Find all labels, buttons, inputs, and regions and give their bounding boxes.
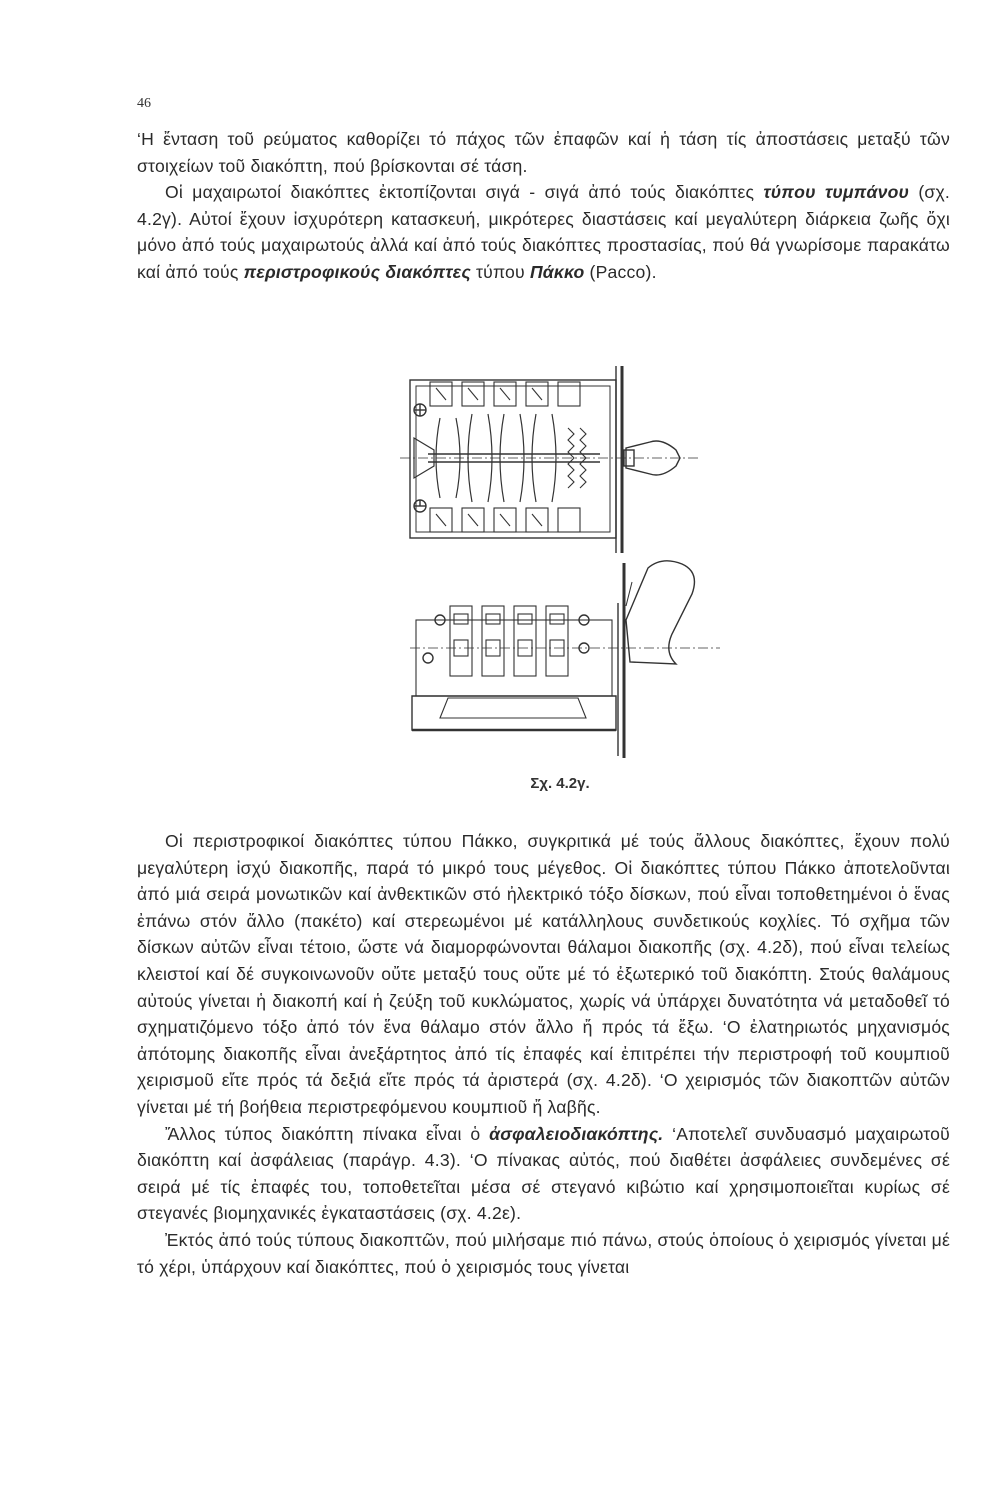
emphasized-term: ἀσφαλειοδιακόπτης.	[489, 1123, 664, 1144]
emphasized-term: περιστροφικούς διακόπτες	[243, 261, 471, 282]
text-run: ‘Η ἔνταση τοῦ ρεύματος καθορίζει τό πάχος τῶν ἐπαφῶν καί ἡ τάση τίς ἀποστάσεις μεταξύ τῶν στοιχείων τοῦ διακόπτη, πού βρίσκονται σέ τάση.	[137, 129, 950, 176]
emphasized-term: Πάκκο	[529, 261, 585, 282]
text-run: Ἐκτός ἀπό τούς τύπους διακοπτῶν, πού μιλήσαμε πιό πάνω, στούς ὁποίους ὁ χειρισμός γίνεται μέ τό χέρι, ὑπάρχουν καί διακόπτες, πού ὁ χειρισμός τους γίνεται	[137, 1229, 950, 1277]
figure-caption: Σχ. 4.2γ.	[530, 775, 590, 792]
switch-top-view	[400, 366, 700, 553]
paragraph	[137, 126, 950, 179]
page-number: 46	[137, 96, 151, 111]
figure-rotary-switch	[400, 358, 720, 790]
text-run: (Pacco).	[584, 261, 657, 282]
text-run: Οἱ περιστροφικοί διακόπτες τύπου Πάκκο, συγκριτικά μέ τούς ἄλλους διακόπτες, ἔχουν πολύ μεγαλύτερη ἰσχύ διακοπῆς, παρά τό μικρό τους μέγεθος. Οἱ διακόπτες τύπου Πάκκο ἀποτελοῦνται ἀπό μιά σειρά μονωτικῶν καί ἀνθεκτικῶν στό ἠλεκτρικό τόξο δίσκων, πού εἶναι τοποθετημένοι ὁ ἕνας ἐπάνω στόν ἄλλο (πακέτο) καί στερεωμένοι μέ κατάλληλους συνδετικούς κοχλίες. Τό σχῆμα τῶν δίσκων αὐτῶν εἶναι τέτοιο, ὥστε νά διαμορφώνονται θάλαμοι διακοπῆς (σχ. 4.2δ), πού εἶναι τελείως κλειστοί καί δέ συγκοινωνοῦν οὔτε μεταξύ τους οὔτε μέ τό ἐξωτερικό τοῦ διακόπτη. Στούς θαλάμους αὐτούς γίνεται ἡ διακοπή καί ἡ ζεύξη τοῦ κυκλώματος, χωρίς νά ὑπάρχει δυνατότητα νά μεταδοθεῖ τό σχηματιζόμενο τόξο ἀπό τόν ἕνα θάλαμο στόν ἄλλο ἤ πρός τά ἔξω. ‘Ο ἐλατηριωτός μηχανισμός ἀπότομης διακοπῆς εἶναι ἀνεξάρτητος ἀπό τίς ἐπαφές καί ἐπιτρέπει τήν περιστροφή τοῦ κουμπιοῦ χειρισμοῦ εἴτε πρός τά δεξιά εἴτε πρός τά ἀριστερά (σχ. 4.2δ). ‘Ο χειρισμός τῶν διακοπτῶν αὐτῶν γίνεται μέ τή βοήθεια περιστρεφόμενου κουμπιοῦ ἤ λαβῆς.	[137, 831, 950, 1117]
text-run: Οἱ μαχαιρωτοί διακόπτες ἐκτοπίζονται σιγά - σιγά ἀπό τούς διακόπτες	[165, 182, 764, 203]
emphasized-term: τύπου τυμπάνου	[763, 182, 910, 203]
switch-side-view	[410, 561, 720, 758]
rotary-switch-drawing	[400, 358, 720, 790]
paragraph	[137, 179, 950, 285]
top-text-block	[137, 126, 950, 286]
text-run: Ἄλλος τύπος διακόπτη πίνακα εἶναι ὁ	[165, 1123, 490, 1144]
text-run: (σχ. 4.2γ). Αὐτοί ἔχουν ἰσχυρότερη κατασκευή, μικρότερες διαστάσεις καί μεγαλύτερη διάρκεια ζωῆς ὄχι μόνο ἀπό τούς μαχαιρωτούς ἀλλά καί ἀπό τούς διακόπτες προστασίας, πού θά γνωρίσομε παρακάτω καί ἀπό τούς	[137, 182, 951, 282]
text-run: ‘Αποτελεῖ συνδυασμό μαχαιρωτοῦ διακόπτη καί ἀσφάλειας (παράγρ. 4.3). ‘Ο πίνακας αὐτός, πού διαθέτει ἀσφάλειες συνδεμένες σέ σειρά μέ τίς ἐπαφές του, τοποθετεῖται μέσα σέ στεγανό κιβώτιο καί χρησιμοποιεῖται κυρίως σέ στεγανές βιομηχανικές ἐγκαταστάσεις (σχ. 4.2ε).	[137, 1123, 950, 1224]
paragraph	[137, 1121, 950, 1227]
paragraph	[137, 1227, 950, 1280]
text-run: τύπου	[470, 261, 530, 282]
paragraph	[137, 828, 950, 1121]
bottom-text-block	[137, 828, 950, 1280]
